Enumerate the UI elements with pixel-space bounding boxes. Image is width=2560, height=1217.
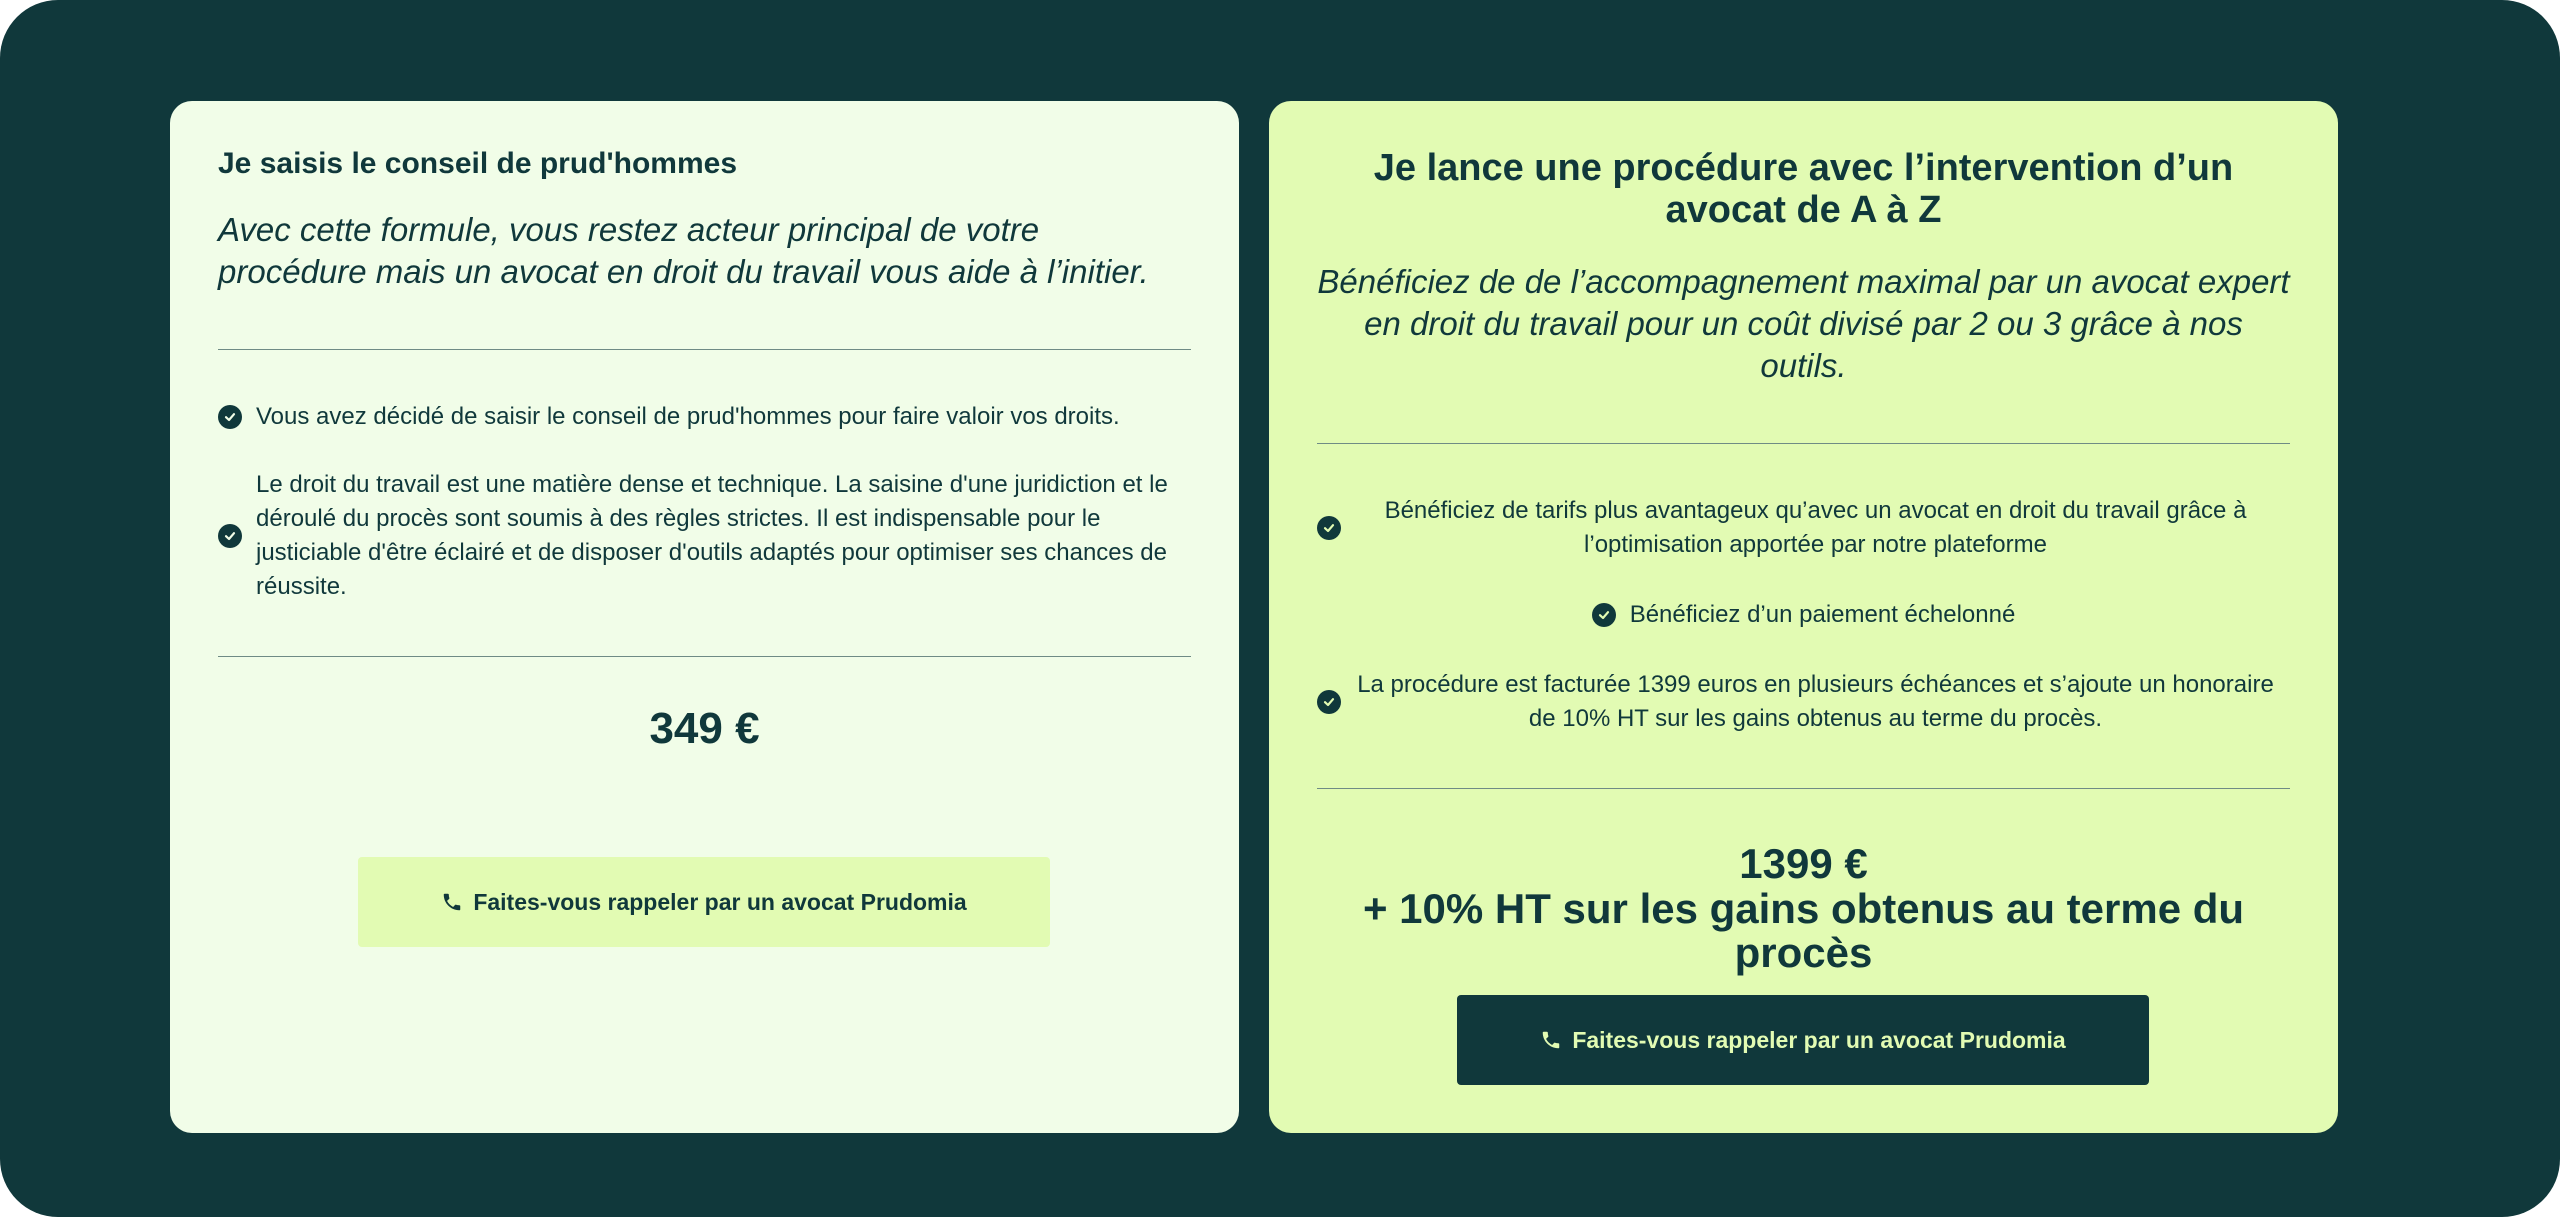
- price: 1399 €: [1739, 840, 1868, 887]
- feature-list: [1317, 494, 2290, 736]
- divider: [218, 349, 1191, 350]
- check-circle-icon: [1317, 516, 1341, 540]
- feature-text: Le droit du travail est une matière dense et technique. La saisine d'une juridiction et le déroulé du procès sont soumis à des règles strictes. Il est indispensable pour le justiciable d'être éclairé et de disposer d'outils adaptés pour optimiser ses chances de réussite.: [256, 471, 1168, 600]
- callback-button-label: Faites-vous rappeler par un avocat Prudomia: [473, 888, 967, 915]
- plan-card-basic: [170, 101, 1239, 1133]
- check-circle-icon: [1317, 690, 1341, 714]
- callback-button[interactable]: [358, 857, 1050, 947]
- feature-text: La procédure est facturée 1399 euros en plusieurs échéances et s’ajoute un honoraire de 10% HT sur les gains obtenus au terme du procès.: [1357, 671, 2274, 732]
- price: 349 €: [649, 704, 760, 753]
- plan-title: Je lance une procédure avec l’intervention d’un avocat de A à Z: [1373, 147, 2234, 231]
- callback-button[interactable]: [1457, 995, 2149, 1085]
- callback-button-label: Faites-vous rappeler par un avocat Prudomia: [1572, 1026, 2066, 1053]
- phone-icon: [441, 891, 463, 913]
- list-item: [218, 400, 1191, 434]
- plan-subtitle: Avec cette formule, vous restez acteur principal de votre procédure mais un avocat en droit du travail vous aide à l’initier.: [218, 211, 1149, 290]
- divider: [218, 656, 1191, 657]
- list-item: [1317, 668, 2290, 736]
- price-extra: + 10% HT sur les gains obtenus au terme du procès: [1362, 885, 2245, 976]
- plan-subtitle: Bénéficiez de de l’accompagnement maximal par un avocat expert en droit du travail pour un coût divisé par 2 ou 3 grâce à nos outils.: [1317, 263, 2290, 384]
- check-circle-icon: [218, 405, 242, 429]
- list-item: [1317, 494, 2290, 562]
- divider: [1317, 443, 2290, 444]
- plan-card-full: [1269, 101, 2338, 1133]
- check-circle-icon: [218, 524, 242, 548]
- divider: [1317, 788, 2290, 789]
- feature-text: Bénéficiez d’un paiement échelonné: [1629, 601, 2016, 628]
- phone-icon: [1540, 1029, 1562, 1051]
- feature-text: Vous avez décidé de saisir le conseil de prud'hommes pour faire valoir vos droits.: [256, 403, 1120, 430]
- check-circle-icon: [1592, 603, 1616, 627]
- list-item: [1317, 598, 2290, 632]
- feature-list: [218, 400, 1191, 604]
- plan-title: Je saisis le conseil de prud'hommes: [218, 147, 738, 180]
- feature-text: Bénéficiez de tarifs plus avantageux qu’avec un avocat en droit du travail grâce à l’optimisation apportée par notre plateforme: [1384, 497, 2247, 558]
- list-item: [218, 468, 1191, 604]
